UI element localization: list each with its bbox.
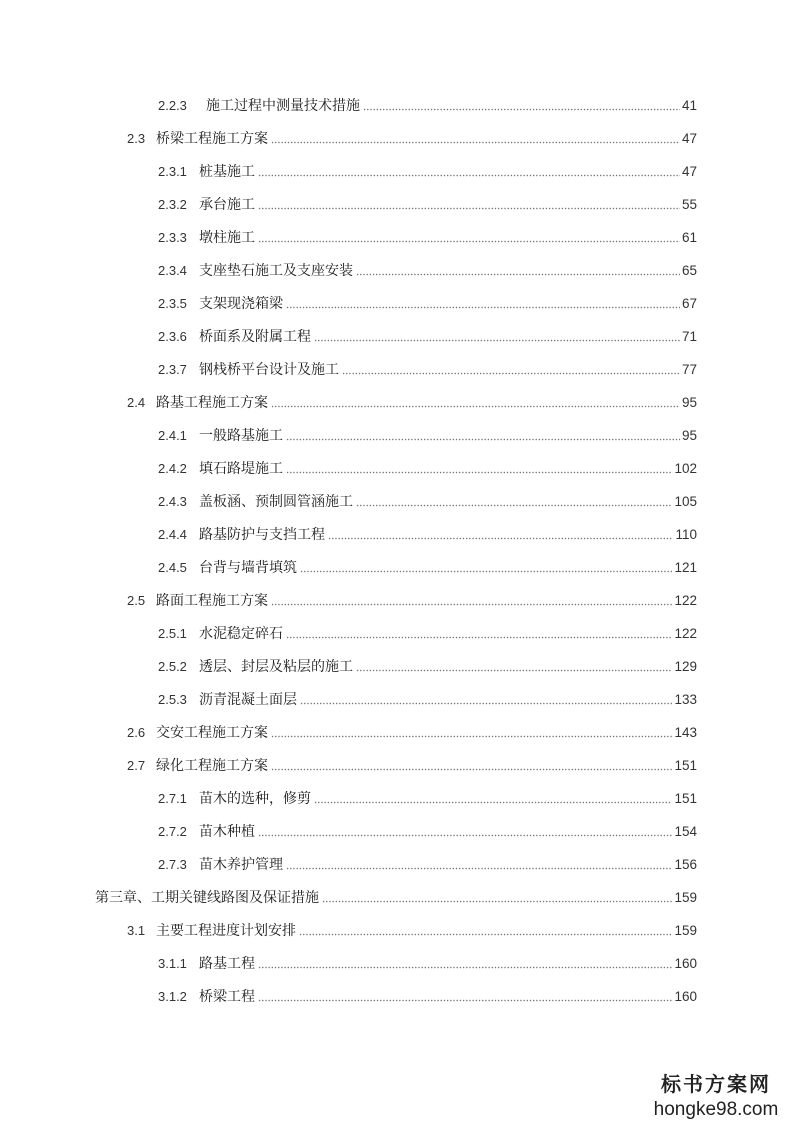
dot-leader [314, 800, 672, 805]
toc-entry-number: 2.3.4 [158, 263, 187, 278]
dot-leader [271, 602, 672, 607]
toc-entry[interactable] [158, 293, 697, 315]
toc-entry-number: 2.3.2 [158, 197, 187, 212]
toc-entry-number: 2.5.3 [158, 692, 187, 707]
toc-entry-number: 2.3.5 [158, 296, 187, 311]
dot-leader [258, 239, 680, 244]
toc-entry-page: 105 [674, 494, 697, 509]
toc-entry[interactable] [158, 623, 697, 645]
toc-entry[interactable] [158, 854, 697, 876]
watermark-text-cn: 标书方案网 [661, 1072, 771, 1096]
dot-leader [258, 173, 680, 178]
dot-leader [328, 536, 673, 541]
toc-entry-page: 77 [681, 362, 697, 377]
toc-entry-page: 95 [681, 428, 697, 443]
toc-entry-number: 2.4.2 [158, 461, 187, 476]
toc-entry-page: 154 [674, 824, 697, 839]
toc-entry-title: 苗木养护管理 [199, 857, 283, 873]
toc-entry-title: 第三章、工期关键线路图及保证措施 [95, 890, 319, 906]
toc-entry-number: 2.3.6 [158, 329, 187, 344]
toc-entry-page: 41 [681, 98, 697, 113]
toc-entry-page: 133 [674, 692, 697, 707]
toc-entry-number: 2.4.1 [158, 428, 187, 443]
toc-entry[interactable] [158, 227, 697, 249]
toc-entry-number: 2.4.4 [158, 527, 187, 542]
toc-entry-title: 承台施工 [199, 197, 255, 213]
dot-leader [322, 899, 672, 904]
toc-entry[interactable] [158, 986, 697, 1008]
dot-leader [286, 305, 680, 310]
dot-leader [271, 734, 672, 739]
toc-entry[interactable] [158, 821, 697, 843]
toc-entry-page: 129 [674, 659, 697, 674]
toc-entry-number: 2.7.2 [158, 824, 187, 839]
toc-entry[interactable] [158, 656, 697, 678]
toc-entry-page: 122 [674, 626, 697, 641]
toc-entry-title: 墩柱施工 [199, 230, 255, 246]
dot-leader [356, 503, 672, 508]
toc-entry-page: 143 [674, 725, 697, 740]
toc-entry[interactable] [158, 326, 697, 348]
toc-entry[interactable] [158, 194, 697, 216]
toc-entry-page: 110 [675, 527, 697, 542]
toc-entry-number: 2.7.3 [158, 857, 187, 872]
toc-entry[interactable] [127, 392, 697, 414]
toc-entry-number: 3.1.2 [158, 989, 187, 1004]
toc-entry-title: 水泥稳定碎石 [199, 626, 283, 642]
toc-entry-page: 65 [681, 263, 697, 278]
watermark-text-en: hongke98.com [653, 1099, 779, 1120]
toc-entry[interactable] [158, 689, 697, 711]
toc-entry-title: 钢栈桥平台设计及施工 [199, 362, 339, 378]
toc-entry-title: 交安工程施工方案 [156, 725, 268, 741]
toc-entry-title: 台背与墙背填筑 [199, 560, 297, 576]
toc-entry-title: 支架现浇箱梁 [199, 296, 283, 312]
toc-entry-title: 主要工程进度计划安排 [156, 923, 296, 939]
toc-entry-number: 3.1.1 [158, 956, 187, 971]
dot-leader [258, 998, 672, 1003]
toc-entry-title: 路基防护与支挡工程 [199, 527, 325, 543]
toc-entry-page: 71 [681, 329, 697, 344]
toc-entry-number: 2.3.3 [158, 230, 187, 245]
toc-entry-page: 122 [674, 593, 697, 608]
site-watermark [646, 1068, 786, 1121]
toc-entry-page: 160 [674, 989, 697, 1004]
toc-entry-title: 路基工程施工方案 [156, 395, 268, 411]
toc-entry-page: 151 [674, 758, 697, 773]
dot-leader [300, 569, 672, 574]
dot-leader [314, 338, 680, 343]
toc-entry-number: 2.5.1 [158, 626, 187, 641]
toc-entry-number: 2.4.5 [158, 560, 187, 575]
toc-entry[interactable] [158, 491, 697, 513]
toc-entry[interactable] [158, 557, 697, 579]
toc-entry-number: 2.3 [127, 131, 146, 146]
toc-entry-number: 2.3.7 [158, 362, 187, 377]
toc-entry-title: 填石路堤施工 [199, 461, 283, 477]
toc-entry-number: 2.3.1 [158, 164, 187, 179]
toc-entry-title: 路基工程 [199, 956, 255, 972]
toc-entry-title: 绿化工程施工方案 [156, 758, 268, 774]
toc-entry-title: 桩基施工 [199, 164, 255, 180]
toc-entry-number: 2.4.3 [158, 494, 187, 509]
dot-leader [258, 206, 680, 211]
toc-entry[interactable] [127, 722, 697, 744]
dot-leader [286, 866, 672, 871]
toc-entry[interactable] [158, 953, 697, 975]
toc-entry[interactable] [127, 755, 697, 777]
toc-entry-title: 桥梁工程 [199, 989, 255, 1005]
dot-leader [342, 371, 680, 376]
toc-entry-title: 桥面系及附属工程 [199, 329, 311, 345]
toc-entry-title: 盖板涵、预制圆管涵施工 [199, 494, 353, 510]
dot-leader [271, 140, 680, 145]
toc-entry-page: 55 [681, 197, 697, 212]
toc-entry-number: 2.6 [127, 725, 146, 740]
toc-entry-page: 159 [674, 890, 697, 905]
toc-entry-number: 2.5 [127, 593, 146, 608]
toc-entry-page: 121 [674, 560, 697, 575]
dot-leader [271, 767, 672, 772]
dot-leader [286, 635, 672, 640]
toc-entry-number: 2.2.3 [158, 98, 187, 113]
toc-entry-page: 95 [681, 395, 697, 410]
toc-entry[interactable] [158, 458, 697, 480]
toc-entry-page: 67 [681, 296, 697, 311]
toc-entry-title: 路面工程施工方案 [156, 593, 268, 609]
toc-entry[interactable] [127, 590, 697, 612]
toc-entry-number: 2.4 [127, 395, 146, 410]
toc-entry-number: 2.5.2 [158, 659, 187, 674]
toc-entry[interactable] [158, 425, 697, 447]
toc-entry[interactable] [158, 95, 697, 117]
toc-entry-title: 支座垫石施工及支座安装 [199, 263, 353, 279]
toc-entry[interactable] [158, 788, 697, 810]
toc-entry[interactable] [127, 920, 697, 942]
toc-entry-page: 160 [674, 956, 697, 971]
toc-entry-page: 47 [681, 131, 697, 146]
dot-leader [356, 272, 680, 277]
toc-entry-title: 一般路基施工 [199, 428, 283, 444]
toc-entry-page: 159 [674, 923, 697, 938]
toc-entry-title: 苗木种植 [199, 824, 255, 840]
toc-entry-page: 47 [681, 164, 697, 179]
dot-leader [271, 404, 680, 409]
dot-leader [286, 470, 672, 475]
dot-leader [356, 668, 672, 673]
toc-entry-page: 61 [681, 230, 697, 245]
dot-leader [286, 437, 680, 442]
toc-entry-title: 桥梁工程施工方案 [156, 131, 268, 147]
toc-entry-page: 102 [674, 461, 697, 476]
toc-entry-title: 沥青混凝土面层 [199, 692, 297, 708]
toc-entry-page: 156 [674, 857, 697, 872]
toc-entry-title: 苗木的选种，修剪 [199, 791, 311, 807]
toc-entry-title: 施工过程中测量技术措施 [206, 98, 360, 114]
toc-entry-number: 2.7.1 [158, 791, 187, 806]
toc-entry[interactable] [158, 161, 697, 183]
dot-leader [299, 932, 672, 937]
dot-leader [300, 701, 672, 706]
toc-entry[interactable] [158, 359, 697, 381]
toc-entry[interactable] [127, 128, 697, 150]
toc-chapter-entry[interactable] [95, 887, 697, 909]
dot-leader [258, 965, 672, 970]
toc-entry-page: 151 [674, 791, 697, 806]
toc-entry-number: 3.1 [127, 923, 146, 938]
dot-leader [363, 107, 680, 112]
toc-entry-number: 2.7 [127, 758, 146, 773]
toc-entry[interactable] [158, 524, 697, 546]
dot-leader [258, 833, 672, 838]
toc-entry[interactable] [158, 260, 697, 282]
toc-entry-title: 透层、封层及粘层的施工 [199, 659, 353, 675]
